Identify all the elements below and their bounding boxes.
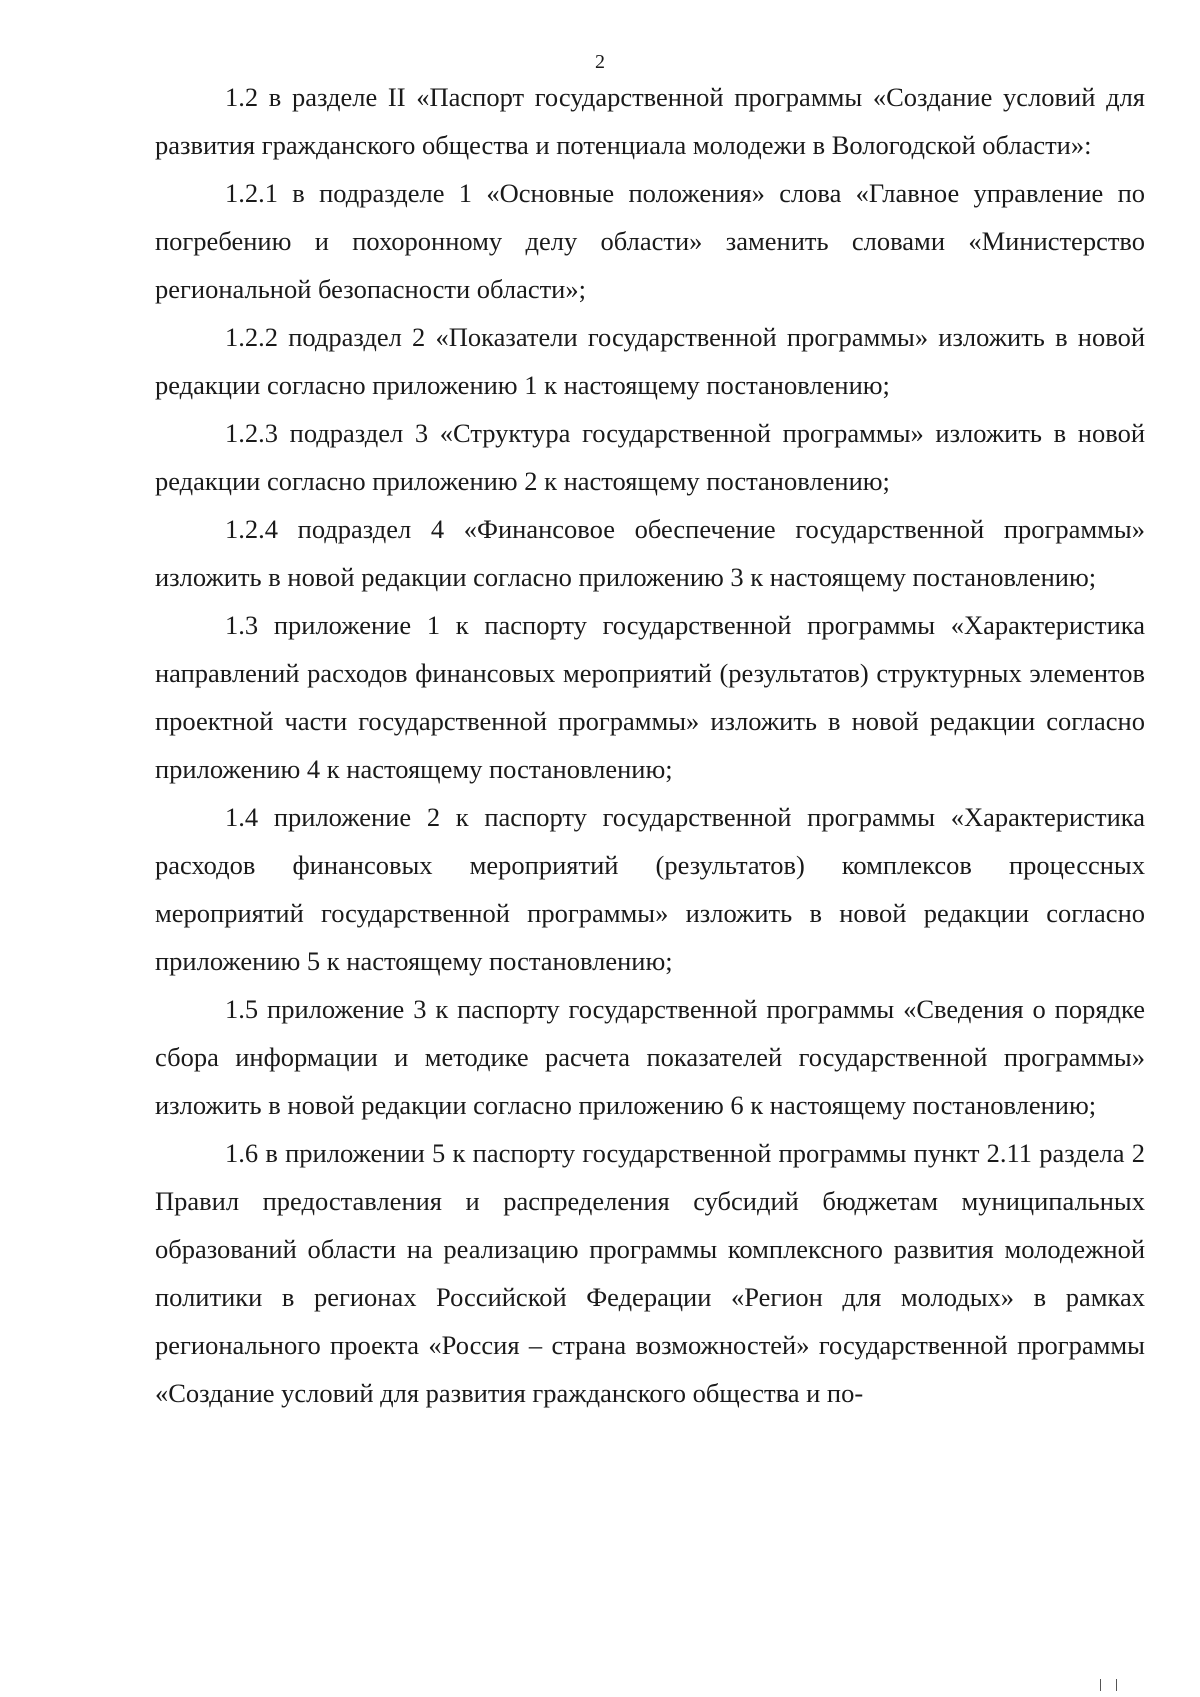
document-body — [155, 73, 1145, 1417]
paragraph-1-4: 1.4 приложение 2 к паспорту государственной программы «Характеристика расходов финансовых мероприятий (результатов) комплексов процессных мероприятий государственной программы» изложить в новой редакции согласно приложению 5 к настоящему постановлению; — [155, 802, 1145, 976]
page-number: 2 — [595, 51, 605, 73]
paragraph-1-2: 1.2 в разделе II «Паспорт государственной программы «Создание условий для развития гражданского общества и потенциала молодежи в Вологодской области»: — [155, 82, 1145, 160]
paragraph-1-2-4: 1.2.4 подраздел 4 «Финансовое обеспечение государственной программы» изложить в новой редакции согласно приложению 3 к настоящему постановлению; — [155, 514, 1145, 592]
paragraph-1-5: 1.5 приложение 3 к паспорту государственной программы «Сведения о порядке сбора информации и методике расчета показателей государственной программы» изложить в новой редакции согласно приложению 6 к настоящему постановлению; — [155, 994, 1145, 1120]
paragraph-1-2-3: 1.2.3 подраздел 3 «Структура государственной программы» изложить в новой редакции согласно приложению 2 к настоящему постановлению; — [155, 418, 1145, 496]
scan-edge-mark — [1116, 1679, 1117, 1691]
scan-edge-mark — [1100, 1679, 1101, 1691]
paragraph-1-2-1: 1.2.1 в подразделе 1 «Основные положения» слова «Главное управление по погребению и похоронному делу области» заменить словами «Министерство региональной безопасности области»; — [155, 178, 1145, 304]
paragraph-1-2-2: 1.2.2 подраздел 2 «Показатели государственной программы» изложить в новой редакции согласно приложению 1 к настоящему постановлению; — [155, 322, 1145, 400]
paragraph-1-6: 1.6 в приложении 5 к паспорту государственной программы пункт 2.11 раздела 2 Правил предоставления и распределения субсидий бюджетам муниципальных образований области на реализацию программы комплексного развития молодежной политики в регионах Российской Федерации «Регион для молодых» в рамках регионального проекта «Россия – страна возможностей» государственной программы «Создание условий для развития гражданского общества и по- — [155, 1138, 1145, 1408]
paragraph-1-3: 1.3 приложение 1 к паспорту государственной программы «Характеристика направлений расходов финансовых мероприятий (результатов) структурных элементов проектной части государственной программы» изложить в новой редакции согласно приложению 4 к настоящему постановлению; — [155, 610, 1145, 784]
